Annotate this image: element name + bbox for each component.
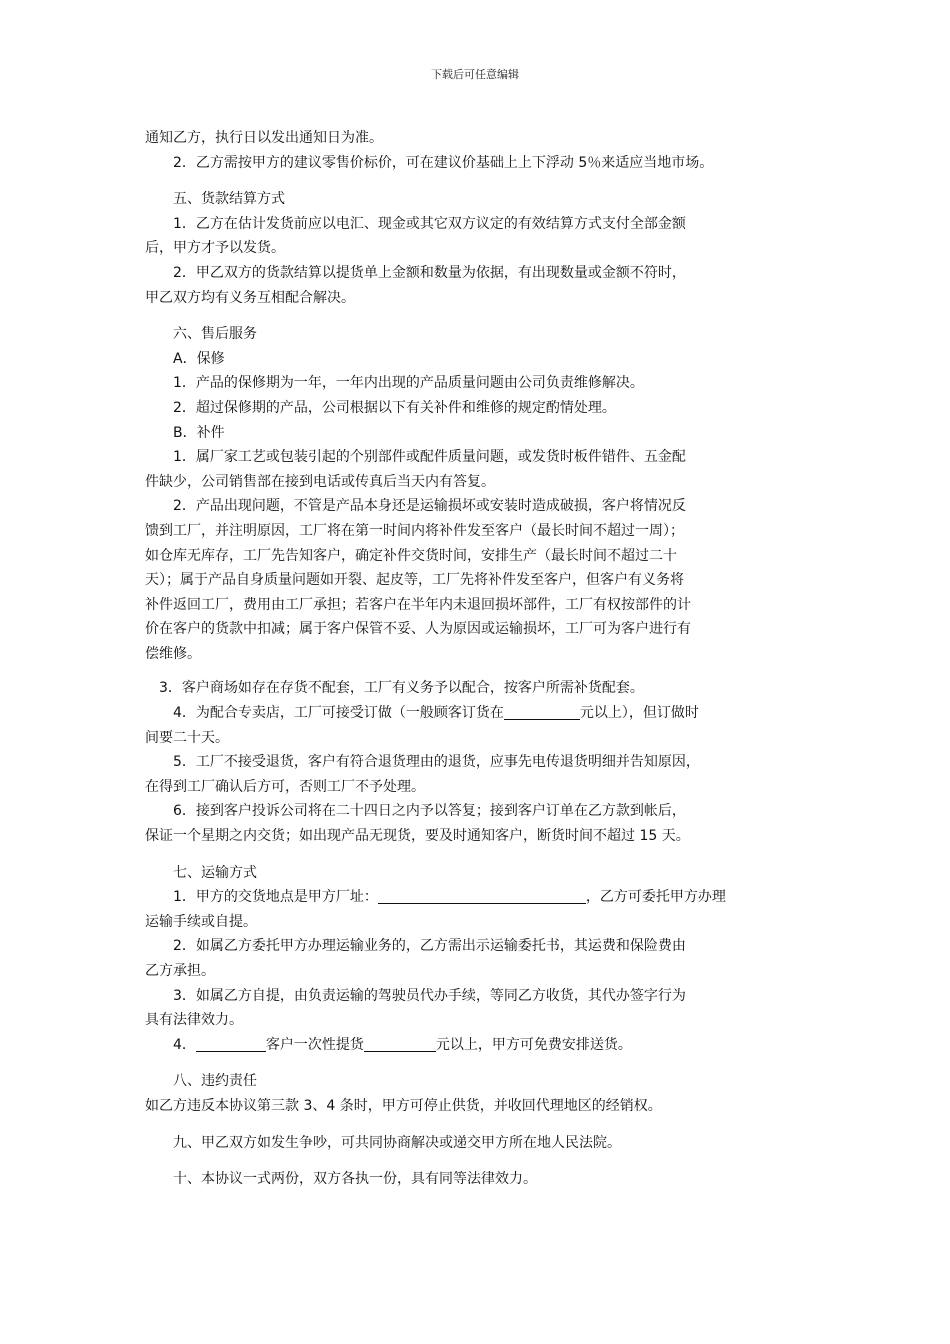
text-line bbox=[145, 701, 825, 726]
text-line: 天）；属于产品自身质量问题如开裂、起皮等，工厂先将补件发至客户，但客户有义务将 bbox=[145, 572, 684, 589]
document-body bbox=[145, 126, 825, 1192]
section-heading: 八、违约责任 bbox=[173, 1073, 257, 1090]
text-line: 如乙方违反本协议第三款 3、4 条时，甲方可停止供货，并收回代理地区的经销权。 bbox=[145, 1097, 662, 1114]
text-segment: 客户一次性提货 bbox=[265, 1036, 364, 1053]
text-line: 甲乙双方均有义务互相配合解决。 bbox=[145, 289, 355, 306]
text-segment: 4．为配合专卖店，工厂可接受订做（一般顾客订货在 bbox=[173, 705, 504, 722]
blank-line bbox=[504, 703, 580, 720]
section-heading: 七、运输方式 bbox=[173, 864, 257, 881]
text-line: 价在客户的货款中扣减；属于客户保管不妥、人为原因或运输损坏，工厂可为客户进行有 bbox=[145, 621, 691, 638]
text-line bbox=[145, 1033, 825, 1058]
text-line: 乙方承担。 bbox=[145, 963, 215, 979]
text-line: 2．如属乙方委托甲方办理运输业务的，乙方需出示运输委托书，其运费和保险费由 bbox=[173, 938, 686, 955]
text-line: 3．客户商场如存在存货不配套，工厂有义务予以配合，按客户所需补货配套。 bbox=[159, 680, 644, 697]
text-line: 1．乙方在估计发货前应以电汇、现金或其它双方议定的有效结算方式支付全部金额 bbox=[173, 215, 686, 232]
text-segment: 4． bbox=[173, 1036, 196, 1053]
section-heading: 九、甲乙双方如发生争吵，可共同协商解决或递交甲方所在地人民法院。 bbox=[173, 1134, 621, 1151]
text-line: 间要二十天。 bbox=[145, 729, 229, 746]
text-line: 5．工厂不接受退货，客户有符合退货理由的退货，应事先电传退货明细并告知原因， bbox=[173, 754, 700, 771]
text-segment: 元以上，甲方可免费安排送货。 bbox=[435, 1036, 632, 1053]
text-line: 2．甲乙双方的货款结算以提货单上金额和数量为依据，有出现数量或金额不符时， bbox=[173, 264, 686, 281]
blank-line bbox=[364, 1035, 436, 1052]
text-line: 偿维修。 bbox=[145, 645, 201, 662]
text-line: 运输手续或自提。 bbox=[145, 913, 257, 930]
blank-line bbox=[378, 887, 586, 904]
text-segment: ，乙方可委托甲方办理 bbox=[585, 889, 726, 906]
page-header: 下载后可任意编辑 bbox=[431, 68, 519, 81]
text-line: 6．接到客户投诉公司将在二十四日之内予以答复；接到客户订单在乙方款到帐后， bbox=[173, 803, 686, 820]
section-heading: 五、货款结算方式 bbox=[173, 191, 285, 208]
text-line: 2．产品出现问题，不管是产品本身还是运输损坏或安装时造成破损，客户将情况反 bbox=[173, 498, 686, 515]
text-line: 3．如属乙方自提，由负责运输的驾驶员代办手续，等同乙方收货，其代办签字行为 bbox=[173, 987, 686, 1004]
text-line: 馈到工厂，并注明原因，工厂将在第一时间内将补件发至客户（最长时间不超过一周）； bbox=[145, 522, 684, 539]
text-line: 1．属厂家工艺或包装引起的个别部件或配件质量问题，或发货时板件错件、五金配 bbox=[173, 449, 686, 466]
text-line bbox=[145, 885, 825, 910]
text-segment: 元以上），但订做时 bbox=[579, 705, 699, 722]
text-line: 保证一个星期之内交货；如出现产品无现货，要及时通知客户，断货时间不超过 15 天。 bbox=[145, 828, 690, 845]
text-line: 补件返回工厂，费用由工厂承担；若客户在半年内未退回损坏部件，工厂有权按部件的计 bbox=[145, 596, 691, 613]
text-line: 在得到工厂确认后方可，否则工厂不予处理。 bbox=[145, 778, 425, 795]
text-line: 具有法律效力。 bbox=[145, 1012, 243, 1029]
section-heading: 六、售后服务 bbox=[173, 326, 257, 343]
subsection-heading: B．补件 bbox=[173, 424, 225, 441]
text-line: 2．乙方需按甲方的建议零售价标价，可在建议价基础上上下浮动 5％来适应当地市场。 bbox=[173, 154, 714, 171]
text-line: 件缺少，公司销售部在接到电话或传真后当天内有答复。 bbox=[145, 473, 495, 490]
text-line: 如仓库无库存，工厂先告知客户，确定补件交货时间，安排生产（最长时间不超过二十 bbox=[145, 547, 677, 564]
text-line: 通知乙方，执行日以发出通知日为准。 bbox=[145, 130, 383, 146]
blank-line bbox=[196, 1035, 266, 1052]
text-line: 2．超过保修期的产品，公司根据以下有关补件和维修的规定酌情处理。 bbox=[173, 399, 616, 416]
section-heading: 十、本协议一式两份，双方各执一份，具有同等法律效力。 bbox=[173, 1171, 537, 1188]
text-line: 1．产品的保修期为一年，一年内出现的产品质量问题由公司负责维修解决。 bbox=[173, 375, 644, 392]
text-line: 后，甲方才予以发货。 bbox=[145, 240, 285, 257]
subsection-heading: A．保修 bbox=[173, 350, 225, 367]
text-segment: 1．甲方的交货地点是甲方厂址： bbox=[173, 889, 378, 906]
